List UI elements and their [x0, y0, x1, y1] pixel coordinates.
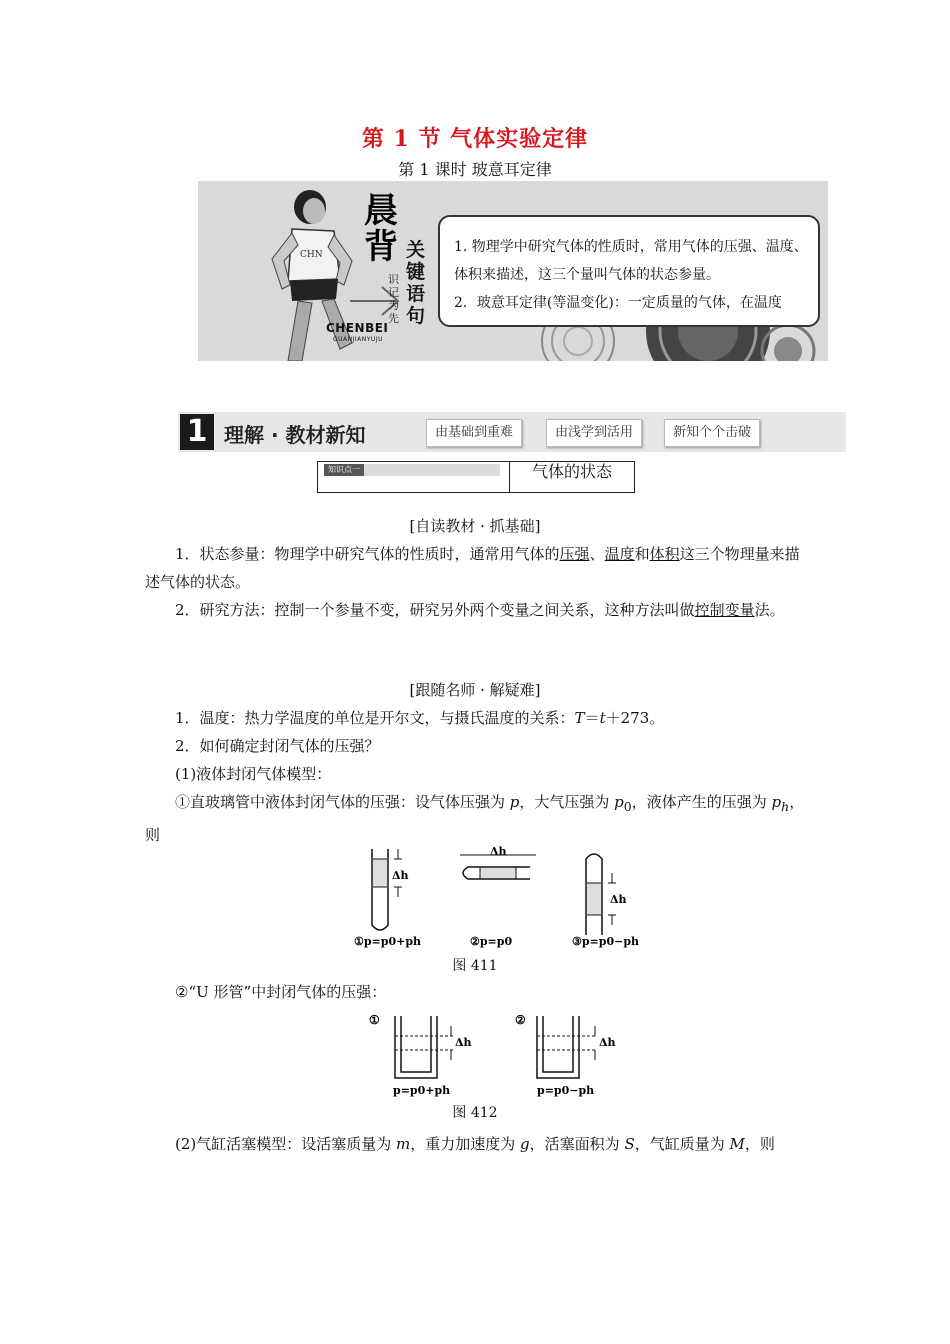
teacher-para-4: ①直玻璃管中液体封闭气体的压强：设气体压强为 p，大气压强为 $p_0$，液体产生的压强为 $p_h$，则: [145, 793, 805, 844]
svg-text:②: ②: [515, 1013, 526, 1027]
section-header: [178, 412, 846, 452]
knowledge-bar: [364, 464, 500, 476]
note-text: [454, 233, 814, 317]
chenbei-banner: [198, 181, 828, 361]
section-number: 1: [180, 414, 214, 450]
knowledge-table: [317, 461, 635, 493]
button-basic-to-hard[interactable]: 由基础到重难: [426, 419, 522, 447]
svg-text:①: ①: [369, 1013, 380, 1027]
teacher-para-3: (1)液体封闭气体模型：: [175, 765, 332, 783]
u-tube-1: [369, 1013, 472, 1097]
brand-small: 识记为先: [388, 273, 399, 325]
svg-text:Δh: Δh: [599, 1036, 616, 1049]
figure-412: [365, 1008, 625, 1100]
teacher-para-1: 1．温度：热力学温度的单位是开尔文，与摄氏温度的关系：T＝t＋273。: [175, 709, 665, 727]
fig2-label-1: p=p0+ph: [393, 1084, 451, 1097]
knowledge-tag: 知识点一: [324, 464, 364, 476]
brand-en: CHENBEI: [326, 321, 389, 335]
svg-text:Δh: Δh: [490, 845, 507, 858]
tube-3: [586, 854, 627, 935]
fig1-label-3: ③p=p0−ph: [572, 935, 640, 948]
teacher-heading: [跟随名师 · 解疑难]: [409, 681, 541, 699]
knowledge-tag-cell: [318, 462, 510, 492]
selfread-heading: [自读教材 · 抓基础]: [409, 517, 541, 535]
knowledge-name: 气体的状态: [531, 462, 612, 481]
fig2-label-2: p=p0−ph: [537, 1084, 595, 1097]
u-tube-2: [515, 1013, 616, 1097]
fig1-label-1: ①p=p0+ph: [354, 935, 422, 948]
tube-2: [460, 845, 536, 879]
teacher-para-2: 2．如何确定封闭气体的压强？: [175, 737, 380, 755]
brand-side: 关键语句: [406, 239, 426, 327]
figure-411-caption: 图 411: [452, 958, 498, 974]
teacher-para-5: ②“U 形管”中封闭气体的压强：: [175, 983, 387, 1001]
brand-main: 晨背: [364, 191, 398, 267]
button-shallow-to-flexible[interactable]: 由浅学到活用: [546, 419, 642, 447]
page-title: 第 1 节 气体实验定律: [361, 126, 589, 152]
note-line-1: 1. 物理学中研究气体的性质时，常用气体的压强、温度、体积来描述，这三个量叫气体的状态参量。: [454, 239, 808, 283]
svg-text:Δh: Δh: [392, 869, 409, 882]
section-title: 理解 · 教材新知: [224, 423, 366, 447]
brand-en-sub: GUANJIANYUJU: [333, 336, 383, 343]
selfread-para-2: 2．研究方法：控制一个参量不变，研究另外两个变量之间关系，这种方法叫做控制变量法。: [175, 601, 785, 619]
svg-text:CHN: CHN: [300, 250, 323, 260]
page-subtitle: 第 1 课时 玻意耳定律: [398, 160, 552, 179]
teacher-para-6: (2)气缸活塞模型：设活塞质量为 m，重力加速度为 g，活塞面积为 S，气缸质量为 M，则: [175, 1135, 775, 1153]
figure-411: [350, 845, 640, 950]
svg-text:Δh: Δh: [455, 1036, 472, 1049]
tube-1: [372, 849, 409, 930]
note-line-2: 2．玻意耳定律(等温变化)：一定质量的气体，在温度: [454, 295, 782, 311]
note-box[interactable]: [438, 215, 820, 327]
selfread-para-1: 1．状态参量：物理学中研究气体的性质时，通常用气体的压强、温度和体积这三个物理量来描述气体的状态。: [145, 545, 800, 591]
fig1-label-2: ②p=p0: [470, 935, 513, 948]
button-break-through[interactable]: 新知个个击破: [664, 419, 760, 447]
figure-412-caption: 图 412: [452, 1105, 498, 1121]
svg-text:Δh: Δh: [610, 893, 627, 906]
